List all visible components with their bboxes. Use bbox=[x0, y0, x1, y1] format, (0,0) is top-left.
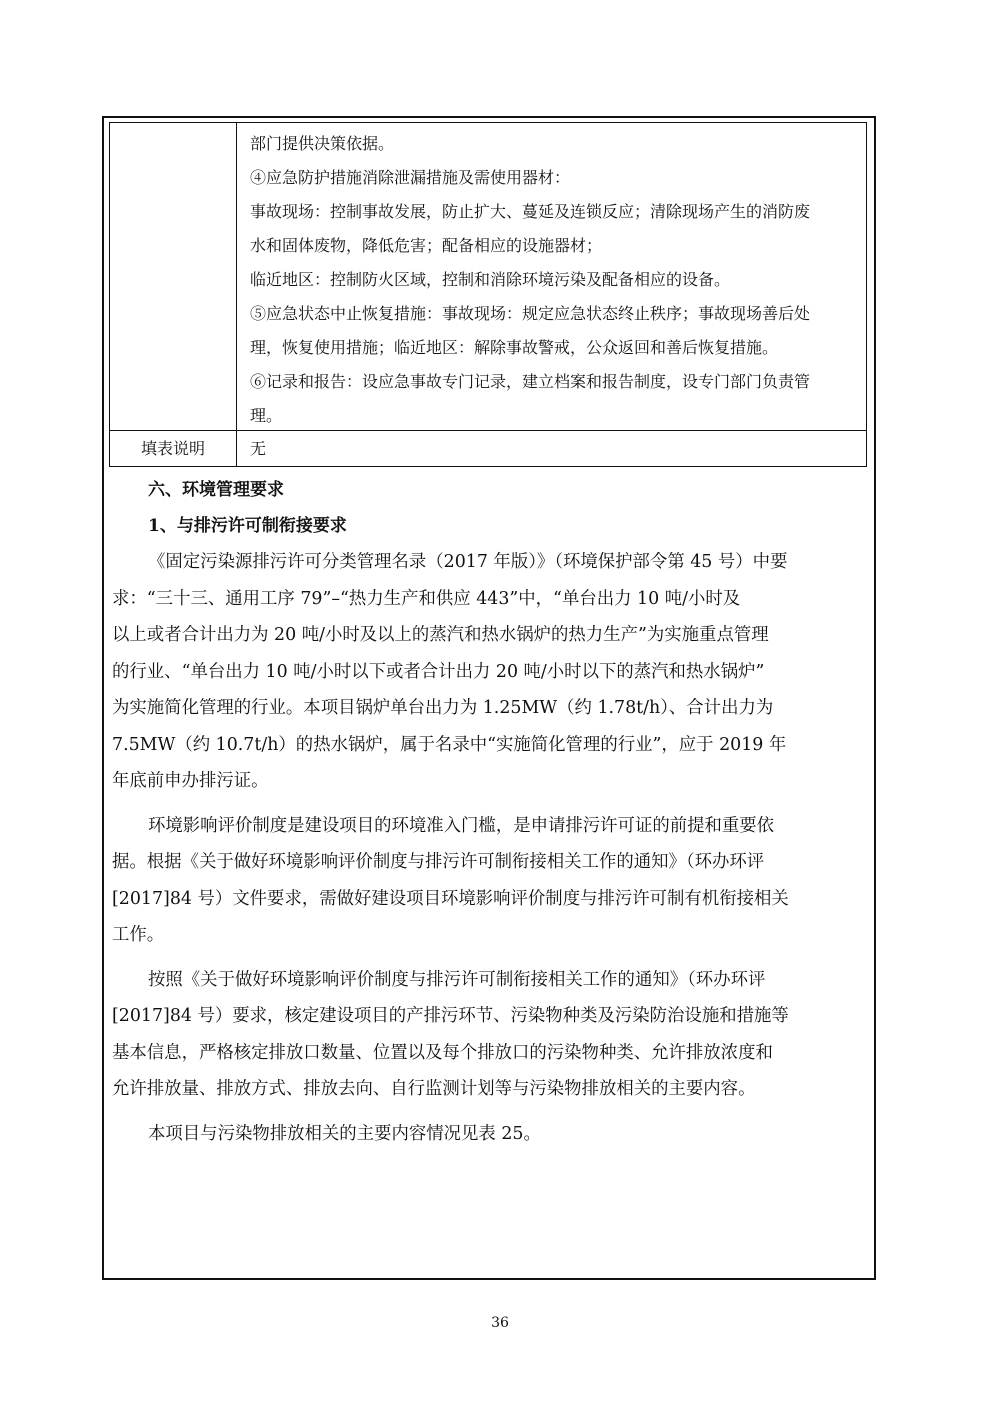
paragraph-permit-catalog bbox=[112, 544, 870, 800]
paragraph-line: 7.5MW（约 10.7t/h）的热水锅炉，属于名录中“实施简化管理的行业”，应于 2019 年 bbox=[112, 734, 787, 755]
table-column-divider bbox=[236, 123, 237, 466]
emergency-measures-table bbox=[109, 122, 867, 467]
paragraph-line: 据。根据《关于做好环境影响评价制度与排污许可制衔接相关工作的通知》（环办环评 bbox=[112, 852, 765, 872]
paragraph-line: [2017]84 号）文件要求，需做好建设项目环境影响评价制度与排污许可制有机衔接相关 bbox=[112, 888, 789, 909]
paragraph-eia-system bbox=[112, 808, 870, 954]
paragraph-line: 求：“三十三、通用工序 79”–“热力生产和供应 443”中，“单台出力 10 吨/小时及 bbox=[112, 588, 741, 609]
note-value: 无 bbox=[250, 439, 267, 458]
paragraph-requirements bbox=[112, 962, 870, 1108]
paragraph-line: 的行业、“单台出力 10 吨/小时以下或者合计出力 20 吨/小时以下的蒸汽和热水锅炉” bbox=[112, 661, 765, 682]
section-title: 六、环境管理要求 bbox=[148, 480, 284, 500]
cell-line: 水和固体废物，降低危害；配备相应的设施器材； bbox=[250, 236, 603, 255]
cell-line: 部门提供决策依据。 bbox=[250, 134, 395, 153]
cell-line: 理。 bbox=[250, 406, 283, 425]
note-label: 填表说明 bbox=[140, 439, 205, 458]
paragraph-line: 《固定污染源排污许可分类管理名录（2017 年版）》（环境保护部令第 45 号）中要 bbox=[148, 552, 788, 572]
cell-line: ⑤应急状态中止恢复措施：事故现场：规定应急状态终止秩序；事故现场善后处 bbox=[250, 304, 811, 323]
document-body bbox=[112, 472, 870, 1152]
paragraph-line: [2017]84 号）要求，核定建设项目的产排污环节、污染物种类及污染防治设施和措施等 bbox=[112, 1006, 789, 1026]
paragraph-line: 按照《关于做好环境影响评价制度与排污许可制衔接相关工作的通知》（环办环评 bbox=[148, 969, 766, 990]
measures-cell bbox=[250, 127, 862, 433]
paragraph-line: 基本信息，严格核定排放口数量、位置以及每个排放口的污染物种类、允许排放浓度和 bbox=[112, 1042, 773, 1063]
paragraph-line: 环境影响评价制度是建设项目的环境准入门槛，是申请排污许可证的前提和重要依 bbox=[148, 815, 775, 836]
paragraph-line: 以上或者合计出力为 20 吨/小时及以上的蒸汽和热水锅炉的热力生产”为实施重点管理 bbox=[112, 625, 769, 645]
paragraph-line: 为实施简化管理的行业。本项目锅炉单台出力为 1.25MW（约 1.78t/h）、合计出力为 bbox=[112, 698, 774, 718]
paragraph-line: 年底前申办排污证。 bbox=[112, 771, 269, 791]
cell-line: 临近地区：控制防火区域，控制和消除环境污染及配备相应的设备。 bbox=[250, 270, 731, 289]
paragraph-line: 允许排放量、排放方式、排放去向、自行监测计划等与污染物排放相关的主要内容。 bbox=[112, 1079, 756, 1099]
cell-line: 理，恢复使用措施；临近地区：解除事故警戒，公众返回和善后恢复措施。 bbox=[250, 338, 779, 357]
cell-line: ⑥记录和报告：设应急事故专门记录，建立档案和报告制度，设专门部门负责管 bbox=[250, 372, 811, 391]
paragraph-table-reference: 本项目与污染物排放相关的主要内容情况见表 25。 bbox=[148, 1123, 541, 1144]
paragraph-line: 工作。 bbox=[112, 925, 165, 945]
section-subtitle: 1、与排污许可制衔接要求 bbox=[148, 516, 347, 536]
cell-line: 事故现场：控制事故发展，防止扩大、蔓延及连锁反应；清除现场产生的消防废 bbox=[250, 202, 811, 221]
cell-line: ④应急防护措施消除泄漏措施及需使用器材： bbox=[250, 168, 571, 187]
page-number: 36 bbox=[491, 1315, 509, 1331]
